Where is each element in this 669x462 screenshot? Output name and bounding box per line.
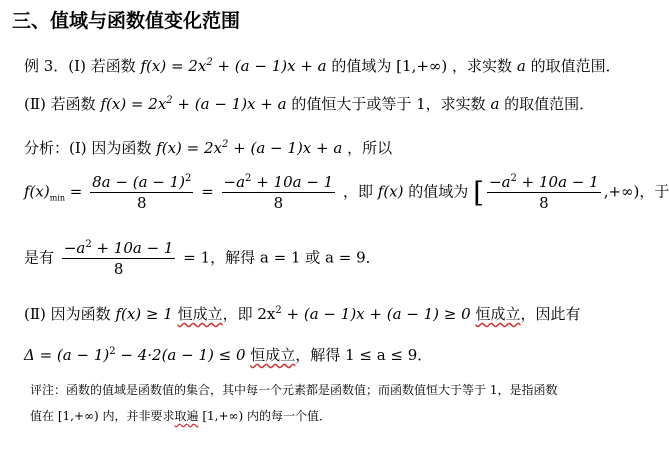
example-label: 例 3．(Ⅰ) 若函数	[24, 57, 136, 75]
function-expression: $f(x) = 2x^2 + (a - 1)x + a$	[140, 57, 327, 75]
example-3-part-2: (Ⅱ) 若函数 $f(x) = 2x^2 + (a - 1)x + a$ 的值恒大于或等于 1，求实数 a 的取值范围．	[24, 95, 595, 113]
range-interval: [1,+∞)	[396, 57, 448, 75]
section-heading: 三、值域与函数值变化范围	[12, 10, 241, 32]
delta-line: $\Delta = (a - 1)^2 - 4\cdot 2(a - 1) \le 0$ 恒成立，解得 1 ≤ a ≤ 9．	[24, 346, 433, 364]
fraction-result: $\frac{-a^2 + 10a - 1}{8}$	[63, 239, 174, 278]
fraction-3: $\frac{-a^2 + 10a - 1}{8}$	[489, 173, 599, 212]
function-expression: $f(x) = 2x^2 + (a - 1)x + a$	[156, 139, 343, 157]
fraction-2: $\frac{-a^2 + 10a - 1}{8}$	[223, 173, 334, 212]
commentary-line-2: 值在 [1,+∞) 内，并非要求取遍 [1,+∞) 内的每一个值．	[30, 409, 332, 423]
example-3-part-1: 例 3．(Ⅰ) 若函数 $f(x) = 2x^2 + (a - 1)x + a$ 的值域为 [1,+∞) ，求实数 a 的取值范围．	[24, 57, 621, 75]
fraction-1: $\frac{8a - (a - 1)^2}{8}$	[92, 173, 192, 212]
result-line: 是有 $\frac{-a^2 + 10a - 1}{8}$ = 1，解得 a = 1 或 a = 9．	[24, 239, 381, 278]
commentary-line-1: 评注：函数的值域是函数值的集合，其中每一个元素都是函数值；而函数值恒大于等于 1，是指函数	[30, 383, 558, 397]
function-expression: $f(x) = 2x^2 + (a - 1)x + a$	[100, 95, 287, 113]
analysis-intro: 分析：(Ⅰ) 因为函数 $f(x) = 2x^2 + (a - 1)x + a$ ，所以	[24, 139, 393, 157]
fmin-derivation: $f(x)_{min}$ = $\frac{8a - (a - 1)^2}{8}$ = $\frac{-a^2 + 10a - 1}{8}$ ，即 f(x) 的值域为 [ $\frac{-a^2 + 10a - 1}{8}$ ,+∞)，于	[24, 173, 669, 212]
part2-solution: (Ⅱ) 因为函数 f(x) ≥ 1 恒成立，即 $2x^2 + (a - 1)x + (a - 1) \ge 0$ 恒成立，因此有	[24, 305, 581, 323]
